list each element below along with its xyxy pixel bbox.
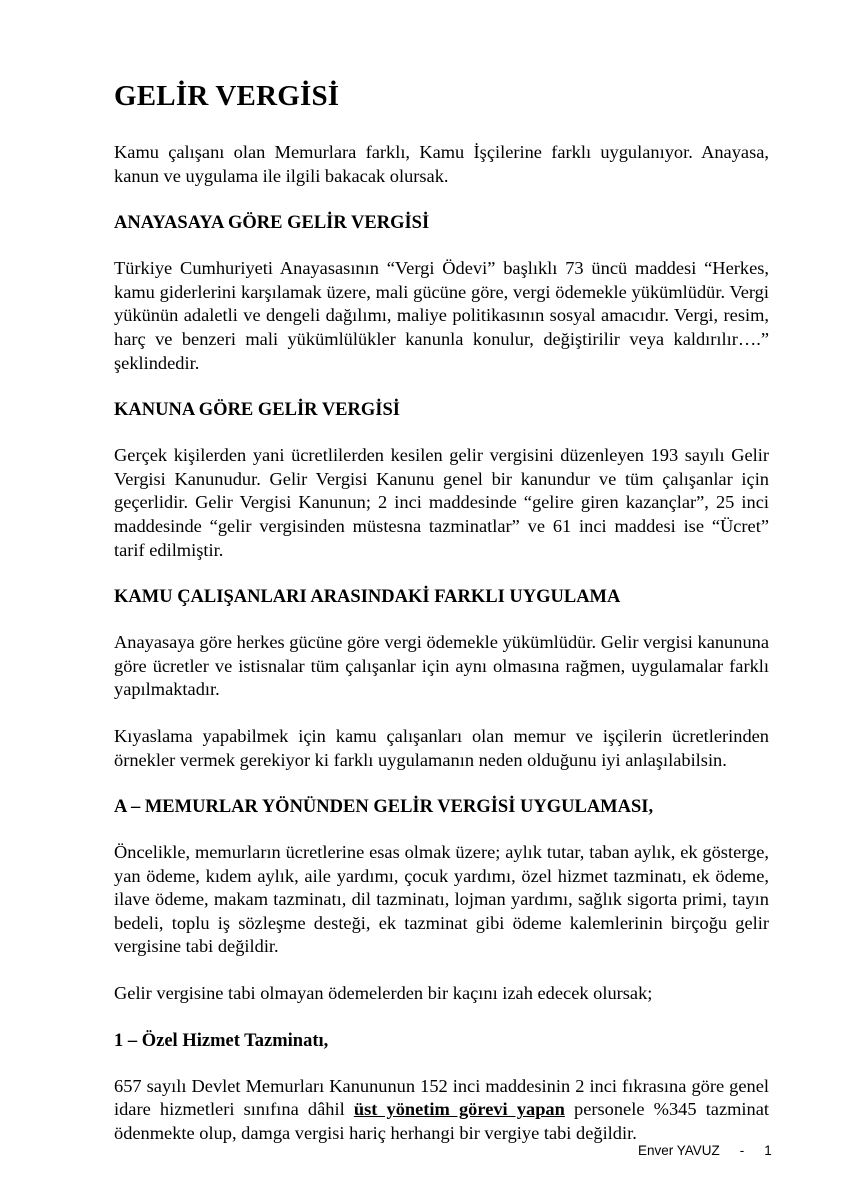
section-paragraph-kanun: Gerçek kişilerden yani ücretlilerden kesilen gelir vergisini düzenleyen 193 sayılı Gelir Vergisi Kanunudur. Gelir Vergisi Kanunu genel bir kanundur ve tüm çalışanlar için geçerlidir. Gelir Vergisi Kanunun; 2 inci maddesinde “gelire giren kazançlar”, 25 inci maddesinde “gelir vergisinden müstesna tazminatlar” ve 61 inci maddesi ise “Ücret” tarif edilmiştir. xyxy=(114,445,769,560)
section-paragraph-anayasa: Türkiye Cumhuriyeti Anayasasının “Vergi Ödevi” başlıklı 73 üncü maddesi “Herkes, kamu giderlerini karşılamak üzere, mali gücüne göre, vergi ödemekle yükümlüdür. Vergi yükünün adaletli ve dengeli dağılımı, maliye politikasının sosyal amacıdır. Vergi, resim, harç ve benzeri mali yükümlülükler kanunla konulur, değiştirilir veya kaldırılır….” şeklindedir. xyxy=(114,258,769,373)
ozel-hizmet-underlined-phrase: üst yönetim görevi yapan xyxy=(353,1099,565,1120)
section-heading-anayasa: ANAYASAYA GÖRE GELİR VERGİSİ xyxy=(114,213,430,234)
footer-separator: - xyxy=(739,1143,745,1158)
document-title: GELİR VERGİSİ xyxy=(114,80,340,112)
section-heading-farkli-uygulama: KAMU ÇALIŞANLARI ARASINDAKİ FARKLI UYGULAMA xyxy=(114,587,621,608)
section-heading-memurlar: A – MEMURLAR YÖNÜNDEN GELİR VERGİSİ UYGULAMASI, xyxy=(114,797,654,818)
section-paragraph-memurlar-1: Öncelikle, memurların ücretlerine esas olmak üzere; aylık tutar, taban aylık, ek gösterge, yan ödeme, kıdem aylık, aile yardımı, çocuk yardımı, özel hizmet tazminatı, ek ödeme, ilave ödeme, makam tazminatı, dil tazminatı, lojman yardımı, sağlık sigorta primi, tayın bedeli, toplu iş sözleşme desteği, ek tazminat gibi ödeme kalemlerinin birçoğu gelir vergisine tabi değildir. xyxy=(114,842,769,957)
section-paragraph-memurlar-2: Gelir vergisine tabi olmayan ödemelerden bir kaçını izah edecek olursak; xyxy=(114,983,653,1004)
ozel-hizmet-text-end: personele %345 tazminat ödenmekte olup, damga vergisi hariç herhangi bir vergiye tabi değildir. xyxy=(114,1099,770,1143)
section-paragraph-ozel-hizmet xyxy=(114,1075,769,1146)
footer-author: Enver YAVUZ xyxy=(638,1143,720,1158)
section-paragraph-farkli-uygulama-2: Kıyaslama yapabilmek için kamu çalışanları olan memur ve işçilerin ücretlerinden örnekler vermek gerekiyor ki farklı uygulamanın neden olduğunu iyi anlaşılabilsin. xyxy=(114,725,769,770)
section-heading-ozel-hizmet: 1 – Özel Hizmet Tazminatı, xyxy=(114,1030,329,1051)
page-footer xyxy=(638,1143,772,1159)
intro-paragraph: Kamu çalışanı olan Memurlara farklı, Kamu İşçilerine farklı uygulanıyor. Anayasa, kanun ve uygulama ile ilgili bakacak olursak. xyxy=(114,142,769,186)
ozel-hizmet-text-start: 657 sayılı Devlet Memurları Kanununun 152 inci maddesinin 2 inci fıkrasına göre genel idare hizmetleri sınıfına dâhil xyxy=(114,1075,769,1120)
footer-page-number: 1 xyxy=(764,1143,772,1158)
section-heading-kanun: KANUNA GÖRE GELİR VERGİSİ xyxy=(114,400,400,421)
document-page xyxy=(114,78,769,1168)
section-paragraph-farkli-uygulama-1: Anayasaya göre herkes gücüne göre vergi ödemekle yükümlüdür. Gelir vergisi kanununa göre ücretler ve istisnalar tüm çalışanlar için aynı olmasına rağmen, uygulamalar farklı yapılmaktadır. xyxy=(114,632,769,700)
